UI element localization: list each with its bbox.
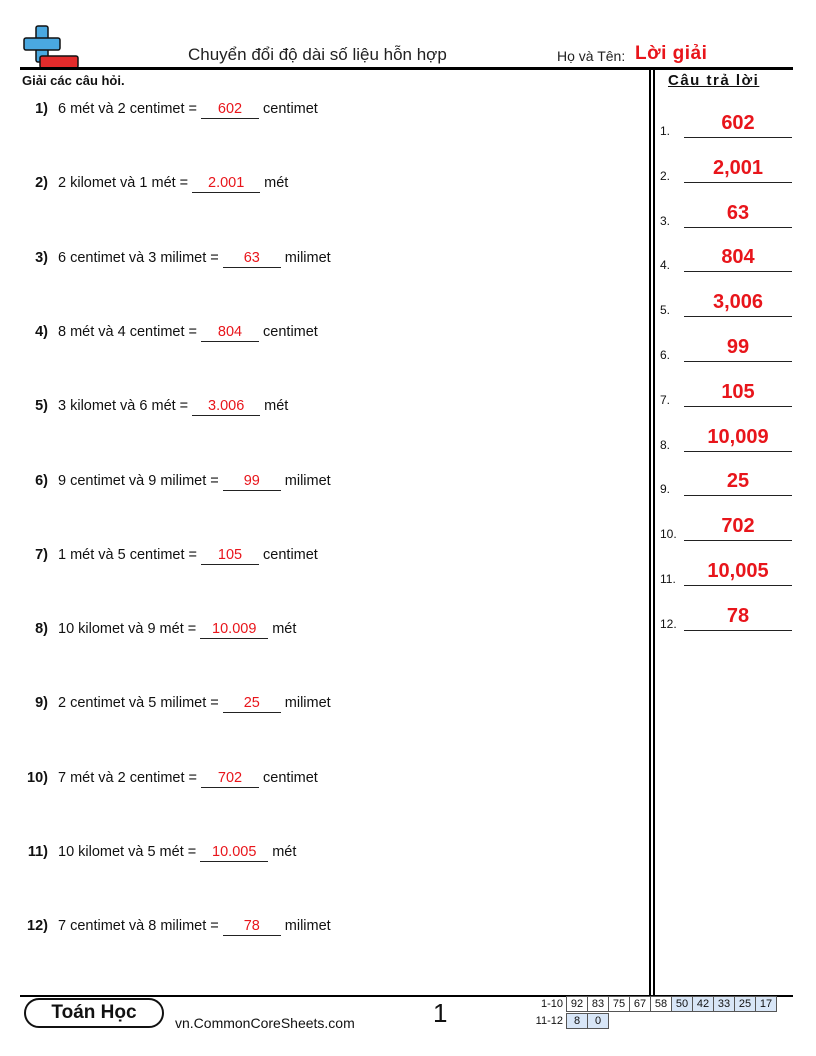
- problem-text: 6 centimet và 3 milimet =: [58, 249, 219, 266]
- answer-key-line: [684, 227, 792, 228]
- answer-key-value: 2,001: [712, 156, 764, 179]
- answer-key-number: 12.: [660, 616, 677, 631]
- unit-text: milimet: [284, 472, 331, 489]
- problem-number: 11): [27, 844, 48, 860]
- problem-text: 6 mét và 2 centimet =: [58, 101, 198, 117]
- score-cell: 17: [756, 997, 777, 1012]
- score-cell: 0: [588, 1014, 609, 1029]
- answer-key-row: [660, 603, 792, 633]
- score-cell: 25: [735, 997, 756, 1012]
- problem-number: 10): [27, 769, 48, 786]
- answer-key-value: 3,006: [712, 291, 764, 314]
- plus-minus-logo-icon: [22, 24, 80, 70]
- problem-number: 5): [35, 398, 48, 415]
- header-rule: [20, 67, 793, 70]
- unit-text: mét: [272, 621, 297, 638]
- unit-text: milimet: [284, 695, 331, 712]
- answer-key-line: [684, 495, 792, 496]
- answer-key-row: [660, 379, 792, 409]
- problem-row: [20, 101, 318, 121]
- answer-key-line: [684, 361, 792, 362]
- problem-number: 9): [35, 695, 48, 712]
- problem-text: 7 centimet và 8 milimet =: [58, 918, 219, 935]
- problem-number: 12): [27, 918, 48, 935]
- unit-text: milimet: [284, 918, 331, 935]
- answer-blank: 2.001: [192, 175, 260, 193]
- answer-key-number: 5.: [660, 303, 671, 318]
- answer-key-value: 99: [726, 336, 750, 358]
- brand-badge: Toán Học: [24, 998, 164, 1028]
- column-divider: [649, 67, 651, 996]
- score-row-label: 11-12: [535, 1015, 563, 1027]
- score-cell: 58: [651, 997, 672, 1012]
- answer-blank: 602: [201, 101, 259, 119]
- answer-key-line: [684, 630, 792, 631]
- score-cell: 92: [567, 997, 588, 1012]
- answer-key-line: [684, 316, 792, 317]
- problem-row: [20, 250, 331, 270]
- answer-key-line: [684, 182, 792, 183]
- problem-row: [20, 844, 296, 864]
- answer-key-line: [684, 451, 792, 452]
- problem-text: 9 centimet và 9 milimet =: [58, 472, 219, 489]
- answer-key-value: 10,005: [707, 560, 769, 582]
- problem-number: 1): [35, 101, 48, 117]
- problem-text: 8 mét và 4 centimet =: [58, 323, 198, 340]
- score-cell: 67: [630, 997, 651, 1012]
- score-cell: 42: [693, 997, 714, 1012]
- answer-blank: 804: [201, 324, 259, 342]
- worksheet-title: Chuyển đổi độ dài số liệu hỗn hợp: [188, 45, 447, 64]
- answer-key-row: [660, 424, 792, 454]
- answer-key-header: Câu trả lời: [668, 72, 760, 89]
- problem-number: 4): [35, 323, 48, 340]
- name-label: Họ và Tên:: [557, 48, 626, 64]
- answer-key-number: 11.: [660, 572, 676, 586]
- instructions: Giải các câu hỏi.: [22, 73, 125, 88]
- answer-key-number: 2.: [660, 168, 671, 183]
- score-row-label: 1-10: [540, 998, 563, 1010]
- unit-text: centimet: [263, 769, 318, 786]
- answer-key-number: 10.: [660, 527, 677, 542]
- answer-key-line: [684, 137, 792, 138]
- answer-key-row: [660, 110, 792, 140]
- answer-key-row: [660, 513, 792, 543]
- problem-number: 7): [35, 546, 48, 563]
- problem-row: [20, 547, 318, 567]
- score-cell: 33: [714, 997, 735, 1012]
- answer-key-number: 1.: [660, 124, 671, 138]
- answer-key-value: 602: [721, 112, 755, 134]
- problem-number: 6): [35, 472, 48, 489]
- answer-blank: 25: [223, 695, 281, 713]
- answer-blank: 10.009: [200, 621, 268, 639]
- answer-key-value: 804: [721, 246, 755, 269]
- answer-blank: 702: [201, 770, 259, 788]
- answer-key-row: [660, 558, 792, 588]
- unit-text: mét: [264, 398, 289, 415]
- unit-text: mét: [264, 175, 289, 192]
- problem-text: 10 kilomet và 9 mét =: [58, 621, 197, 638]
- answer-key-number: 8.: [660, 437, 671, 452]
- answer-key-line: [684, 585, 792, 586]
- unit-text: centimet: [263, 101, 318, 117]
- unit-text: centimet: [263, 546, 318, 563]
- problem-text: 10 kilomet và 5 mét =: [58, 844, 197, 860]
- answer-blank: 63: [223, 250, 281, 268]
- answer-blank: 78: [223, 918, 281, 936]
- problem-number: 8): [35, 621, 48, 638]
- answer-key-number: 9.: [660, 482, 671, 497]
- answer-key-number: 3.: [660, 213, 671, 228]
- score-cell: 83: [588, 997, 609, 1012]
- answer-key-row: [660, 334, 792, 364]
- problem-text: 3 kilomet và 6 mét =: [58, 398, 189, 415]
- answer-key-value: 105: [721, 380, 755, 403]
- score-row: [566, 996, 777, 1012]
- problem-row: [20, 770, 318, 790]
- answer-key-line: [684, 540, 792, 541]
- unit-text: centimet: [263, 323, 318, 340]
- answer-key-row: [660, 155, 792, 185]
- answer-key-line: [684, 271, 792, 272]
- answer-key-value: 63: [726, 201, 750, 224]
- column-divider: [653, 67, 655, 996]
- answer-key-number: 4.: [660, 258, 671, 273]
- problem-text: 2 kilomet và 1 mét =: [58, 175, 189, 192]
- problem-row: [20, 175, 288, 195]
- problem-row: [20, 324, 318, 344]
- problem-row: [20, 918, 331, 938]
- answer-key-row: [660, 244, 792, 274]
- unit-text: milimet: [284, 249, 331, 266]
- problem-text: 2 centimet và 5 milimet =: [58, 695, 219, 712]
- answer-key-number: 6.: [660, 348, 671, 362]
- answer-blank: 99: [223, 473, 281, 491]
- answer-key-value: 78: [726, 604, 750, 627]
- answer-key-row: [660, 468, 792, 498]
- answer-key-line: [684, 406, 792, 407]
- answer-key-value: 702: [721, 515, 755, 538]
- answer-key-value: 10,009: [707, 425, 769, 448]
- score-cell: 50: [672, 997, 693, 1012]
- score-row: [566, 1013, 609, 1029]
- page-number: 1: [433, 998, 448, 1028]
- unit-text: mét: [272, 844, 297, 860]
- problem-row: [20, 621, 296, 641]
- problem-row: [20, 695, 331, 715]
- answer-blank: 3.006: [192, 398, 260, 416]
- problem-number: 2): [35, 175, 48, 192]
- score-cell: 8: [567, 1014, 588, 1029]
- problem-row: [20, 398, 288, 418]
- name-value: Lời giải: [635, 43, 708, 64]
- answer-blank: 10.005: [200, 844, 268, 862]
- problem-text: 1 mét và 5 centimet =: [58, 546, 198, 563]
- answer-key-value: 25: [726, 470, 750, 493]
- answer-key-row: [660, 289, 792, 319]
- problem-row: [20, 473, 331, 493]
- problem-number: 3): [35, 249, 48, 266]
- answer-blank: 105: [201, 547, 259, 565]
- answer-key-number: 7.: [660, 392, 671, 407]
- site-url: vn.CommonCoreSheets.com: [175, 1015, 355, 1031]
- answer-key-row: [660, 200, 792, 230]
- score-cell: 75: [609, 997, 630, 1012]
- problem-text: 7 mét và 2 centimet =: [58, 769, 198, 786]
